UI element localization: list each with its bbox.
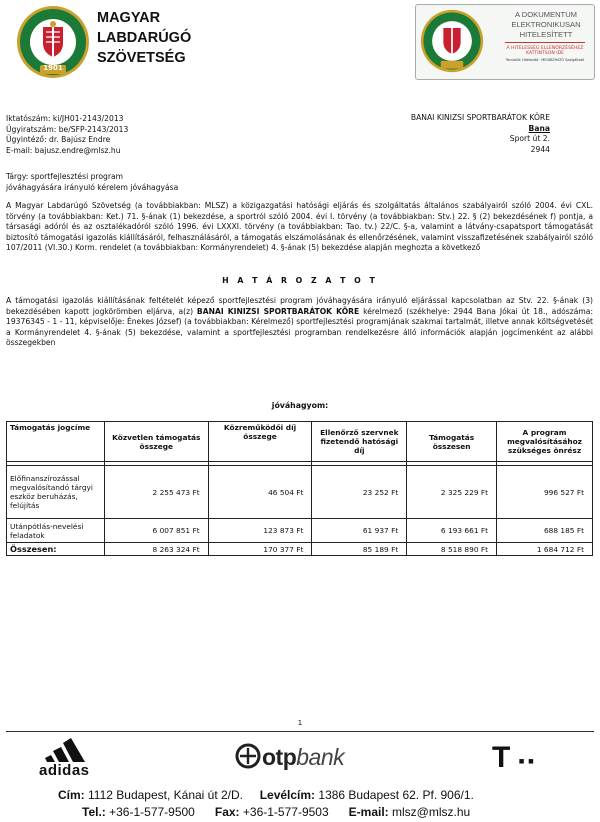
cell-value: 2 325 229 Ft (407, 466, 497, 519)
bank-text: bank (296, 744, 345, 770)
org-name-line: SZÖVETSÉG (97, 50, 186, 66)
addressee-street: Sport út 2. (509, 134, 550, 143)
email-label: E-mail: (348, 805, 389, 819)
subject-block (6, 172, 178, 193)
decision-paragraph (6, 296, 593, 349)
otpbank-wordmark (262, 744, 344, 771)
ref-line: Iktatószám: ki/JH01-2143/2013 (6, 114, 124, 123)
telekom-logo-icon: T ▪▪ (492, 741, 538, 774)
fax-value: +36-1-577-9503 (242, 805, 329, 819)
levelcim-label: Levélcím: (259, 788, 316, 802)
ref-line: Ügyiratszám: be/SFP-2143/2013 (6, 124, 129, 134)
stamp-line: A DOKUMENTUM (514, 10, 578, 19)
cell-value: 46 504 Ft (208, 466, 312, 519)
addressee-city: Bana (528, 123, 550, 133)
subject-line: jóváhagyására irányuló kérelem jóváhagyása (6, 182, 179, 192)
col-header: Közreműködői díj összege (208, 422, 312, 462)
ref-line: E-mail: bajusz.endre@mlsz.hu (6, 145, 121, 155)
col-header: Támogatás összesen (407, 422, 497, 462)
cell-value: 996 527 Ft (497, 466, 593, 519)
cell-value: 6 193 661 Ft (407, 519, 497, 543)
stamp-line: HITELESÍTETT (519, 30, 573, 39)
stamp-line: ELEKTRONIKUSAN (511, 20, 581, 29)
reference-block (6, 114, 128, 156)
org-name-line: MAGYAR (97, 10, 161, 26)
subject-line: Tárgy: sportfejlesztési program (6, 172, 124, 181)
intro-paragraph (6, 201, 593, 254)
addressee-name: BANAI KINIZSI SPORTBARÁTOK KÖRE (410, 113, 550, 122)
adidas-wordmark: adidas (39, 762, 90, 779)
footer-contact-line (6, 804, 594, 820)
footer-address-line (6, 787, 594, 803)
col-header: Támogatás jogcíme (7, 422, 105, 462)
col-header: Közvetlen támogatás összege (104, 422, 208, 462)
footer-divider (6, 731, 594, 732)
row-label: Utánpótlás-nevelési feladatok (7, 519, 105, 543)
telekom-letter: T (492, 741, 511, 774)
total-value: 8 518 890 Ft (407, 543, 497, 556)
cell-value: 23 252 Ft (312, 466, 407, 519)
otp-logo-icon (235, 743, 261, 769)
org-name-line: LABDARÚGÓ (97, 30, 192, 46)
stamp-provider: Tanúsító: Hitelesítő · MEGBÍZHATÓ Szolgáltató (505, 58, 585, 62)
adidas-logo-icon (45, 735, 101, 763)
table-row (7, 519, 593, 543)
decision-text-before: A támogatási igazolás kiállításának feltételét képező sportfejlesztési program jóváhagyására irányuló eljárással kapcsolatban az Stv. 22. §-ának (3) bekezdésében kapott jogkörömben eljárva, a(z) (6, 296, 593, 316)
cell-value: 123 873 Ft (208, 519, 312, 543)
stamp-seal-logo (420, 9, 484, 73)
total-value: 170 377 Ft (208, 543, 312, 556)
stamp-verify-link[interactable]: A HITELESSÉG ELLENŐRZÉSÉHEZ KATTINTSON IDE (506, 46, 584, 56)
otp-text: otp (262, 744, 297, 770)
intro-text: A Magyar Labdarúgó Szövetség (a továbbiakban: MLSZ) a közigazgatási hatósági eljárás és szolgáltatás általános szabályairól szóló 2004. évi CXL. törvény (a továbbiakban: Ket.) 71. §-ának (1) bekezdése, a sportról szóló 2004. évi I. törvény (a továbbiakban: Stv.) 22. § (2) bekezdésének f) pontja, a társasági adóról és az osztalékadóról szóló 1996. évi LXXXI. törvény (a továbbiakban: Tao. tv.) 22/C. §-a, valamint a látvány-csapatsport támogatását biztosító támogatási igazolás kiállításáról, felhasználásáról, a támogatás elszámolásának és ellenőrzésének, valamint visszafizetésének szabályairól szóló 107/2011 (VI.30.) Korm. rendelet (a továbbiakban: Kormányrendelet) 4. §-ának (5) bekezdése alapján meghozta a következő (6, 201, 593, 252)
email-link[interactable]: mlsz@mlsz.hu (392, 805, 471, 819)
cim-value: 1112 Budapest, Kánai út 2/D. (88, 788, 244, 802)
addressee-zip: 2944 (530, 144, 550, 154)
col-header: A program megvalósításához szükséges önrész (497, 422, 593, 462)
addressee-block (300, 113, 550, 155)
decision-text-after: kérelmező (székhelye: 2944 Bana Jókai út 18., adószáma: 19376345 - 1 - 11, képviselője: Énekes József) (a továbbiakban: Kérelmező) sportfejlesztési programjának szakmai tartalmát, illetve annak költségvetését a Kormányrendelet 4. §-ának (5) bekezdése, valamint a sportfejlesztési programban rendelkezésre álló információk alapján jogcímenként az alábbi összegekben (6, 306, 594, 347)
levelcim-value: 1386 Budapest 62. Pf. 906/1. (318, 788, 474, 802)
cim-label: Cím: (58, 788, 85, 802)
decision-title: H A T Á R O Z A T O T (222, 276, 378, 285)
ref-line: Ügyintéző: dr. Bajúsz Endre (6, 135, 111, 144)
applicant-name: BANAI KINIZSI SPORTBARÁTOK KÖRE (196, 306, 360, 316)
table-total-row (7, 543, 593, 556)
stamp-title (504, 10, 588, 40)
total-value: 8 263 324 Ft (104, 543, 208, 556)
org-name (97, 8, 191, 68)
total-value: 1 684 712 Ft (497, 543, 593, 556)
row-label: Előfinanszírozással megvalósítandó tárgyi eszköz beruházás, felújítás (7, 466, 105, 519)
col-header: Ellenőrző szervnek fizetendő hatósági díj (312, 422, 407, 462)
cell-value: 6 007 851 Ft (104, 519, 208, 543)
cell-value: 61 937 Ft (312, 519, 407, 543)
cell-value: 2 255 473 Ft (104, 466, 208, 519)
tel-value: +36-1-577-9500 (109, 805, 195, 819)
total-label: Összesen: (7, 543, 105, 556)
seal-year: 1901 (43, 64, 63, 72)
grant-table (6, 421, 593, 556)
approve-word: jóváhagyom: (271, 401, 329, 410)
table-header-row (7, 422, 593, 462)
page-number: 1 (297, 719, 303, 727)
tel-label: Tel.: (82, 805, 106, 819)
fax-label: Fax: (214, 805, 240, 819)
total-value: 85 189 Ft (312, 543, 407, 556)
cell-value: 688 185 Ft (497, 519, 593, 543)
table-row (7, 466, 593, 519)
